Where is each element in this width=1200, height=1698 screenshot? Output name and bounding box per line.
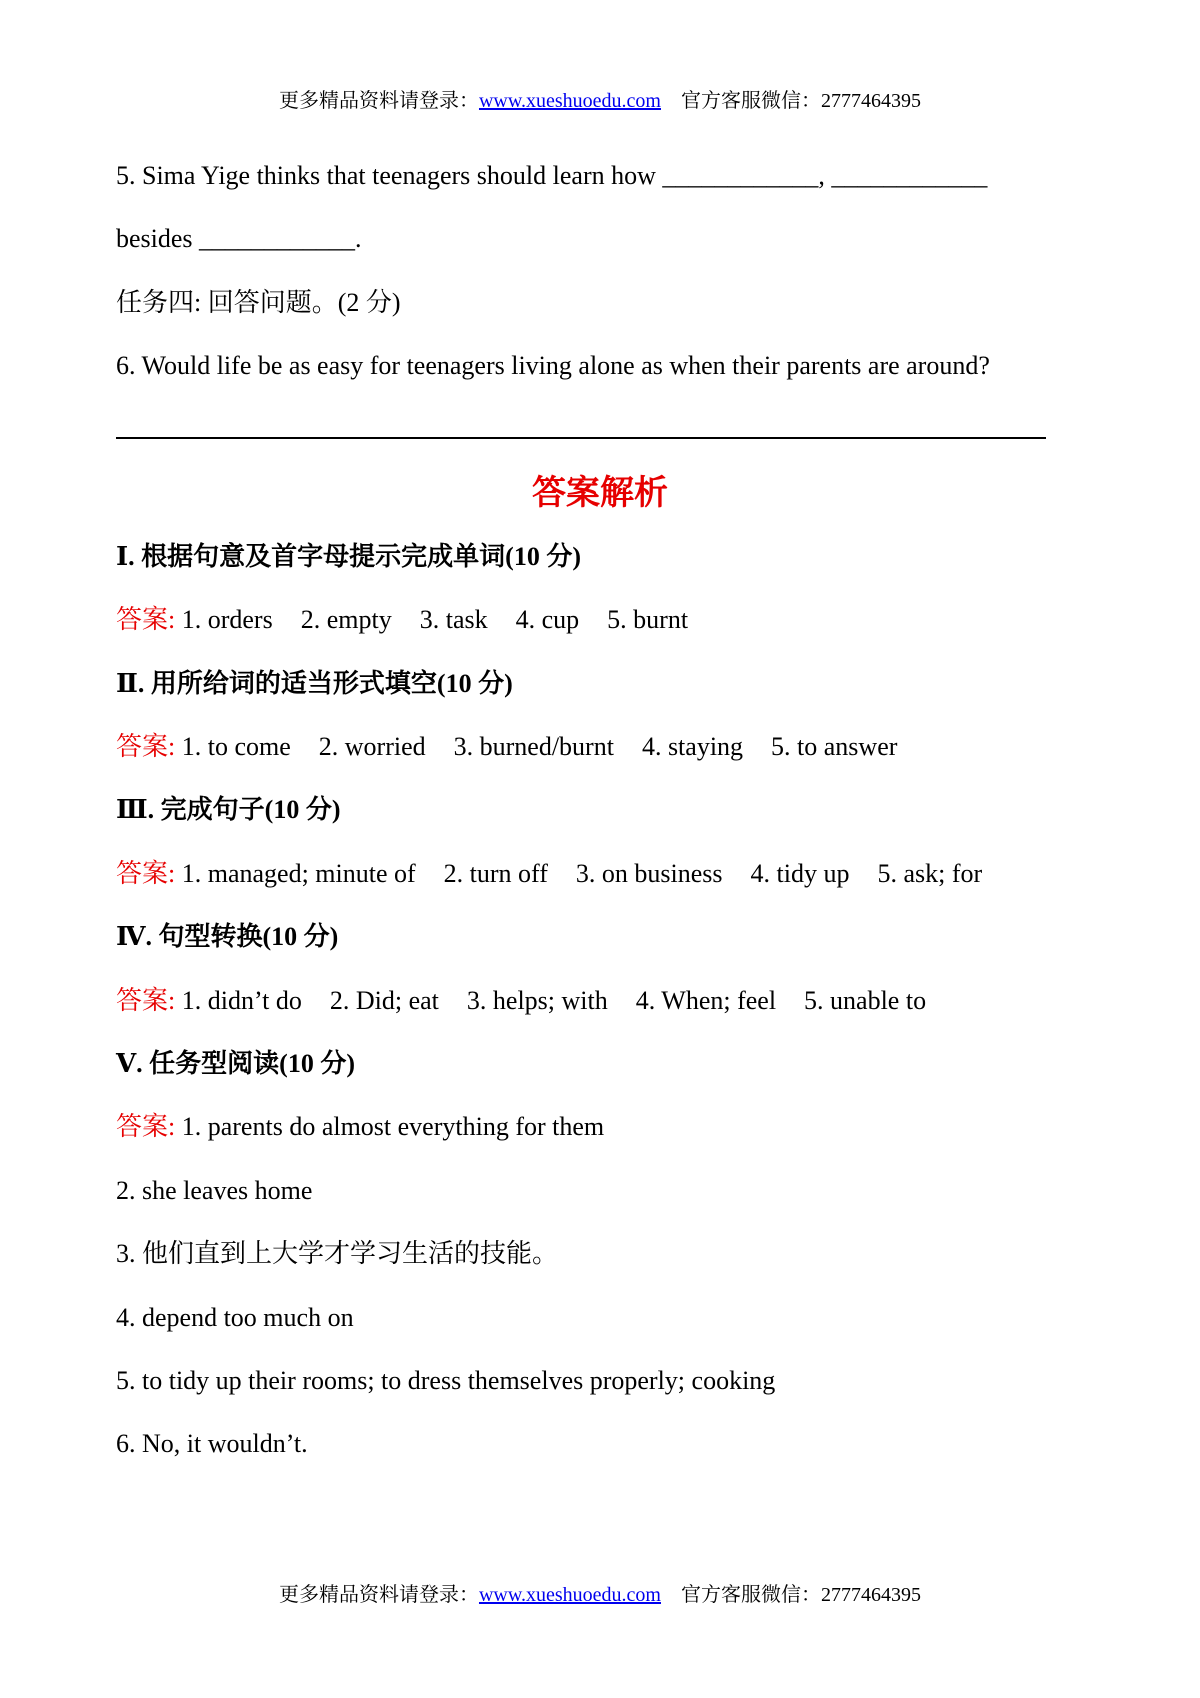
section-5-answer-1: [116, 1111, 604, 1143]
footer-service: 官方客服微信：2777464395: [681, 1584, 921, 1606]
answer-item: 5. unable to: [804, 986, 927, 1015]
answer-item: 1. managed; minute of: [181, 859, 416, 888]
answer-item: 5. burnt: [607, 605, 689, 634]
answer-item: 4. staying: [641, 732, 744, 761]
answer-item: 3. task: [419, 605, 488, 634]
header-service: 官方客服微信：2777464395: [681, 90, 921, 112]
section-4-answers: [116, 985, 926, 1017]
answer-item: 2. worried: [318, 732, 426, 761]
footer-link[interactable]: www.xueshuoedu.com: [478, 1584, 661, 1606]
question-6: 6. Would life be as easy for teenagers living alone as when their parents are around?: [116, 351, 990, 380]
section-3-answers: [116, 858, 982, 890]
section-5-answer-2: 2. she leaves home: [116, 1176, 313, 1205]
answer-label: 答案:: [116, 732, 176, 761]
page-footer: [0, 1583, 1200, 1607]
answers-title: 答案解析: [532, 475, 668, 512]
answer-item: 3. on business: [575, 859, 723, 888]
answer-item: 2. empty: [300, 605, 392, 634]
answer-item: 1. didn’t do: [181, 986, 302, 1015]
section-3-heading: Ⅲ. 完成句子(10 分): [116, 795, 341, 824]
section-5-answer-4: 4. depend too much on: [116, 1303, 354, 1332]
answer-label: 答案:: [116, 859, 176, 888]
header-link[interactable]: www.xueshuoedu.com: [478, 90, 661, 112]
footer-prefix: 更多精品资料请登录：: [278, 1584, 479, 1606]
answer-item: 4. cup: [515, 605, 580, 634]
answer-item: 5. to answer: [771, 732, 898, 761]
header-prefix: 更多精品资料请登录：: [278, 90, 479, 112]
answer-item: 1. parents do almost everything for them: [181, 1112, 605, 1141]
answer-item: 4. When; feel: [635, 986, 777, 1015]
answer-label: 答案:: [116, 1112, 176, 1141]
answer-item: 3. helps; with: [466, 986, 608, 1015]
section-4-heading: Ⅳ. 句型转换(10 分): [116, 922, 339, 951]
section-2-answers: [116, 731, 897, 763]
answer-item: 1. to come: [181, 732, 291, 761]
answer-item: 5. ask; for: [877, 859, 983, 888]
answer-label: 答案:: [116, 986, 176, 1015]
answer-item: 3. burned/burnt: [453, 732, 614, 761]
answer-label: 答案:: [116, 605, 176, 634]
answer-item: 2. turn off: [443, 859, 548, 888]
answer-item: 2. Did; eat: [329, 986, 439, 1015]
section-1-answers: [116, 604, 688, 636]
question-5-line-1: 5. Sima Yige thinks that teenagers should learn how ____________, ____________: [116, 161, 988, 190]
section-2-heading: Ⅱ. 用所给词的适当形式填空(10 分): [116, 669, 513, 698]
page-header: [0, 89, 1200, 113]
section-1-heading: Ⅰ. 根据句意及首字母提示完成单词(10 分): [116, 542, 581, 571]
section-5-answer-3: 3. 他们直到上大学才学习生活的技能。: [116, 1239, 559, 1268]
section-5-answer-6: 6. No, it wouldn’t.: [116, 1429, 308, 1458]
task-4-heading: 任务四: 回答问题。(2 分): [116, 288, 401, 317]
section-5-answer-5: 5. to tidy up their rooms; to dress themselves properly; cooking: [116, 1366, 776, 1395]
section-5-heading: Ⅴ. 任务型阅读(10 分): [116, 1049, 355, 1078]
answer-item: 1. orders: [181, 605, 273, 634]
answer-blank-line: [116, 437, 1046, 439]
answer-item: 4. tidy up: [750, 859, 850, 888]
question-5-line-2: besides ____________.: [116, 224, 362, 253]
